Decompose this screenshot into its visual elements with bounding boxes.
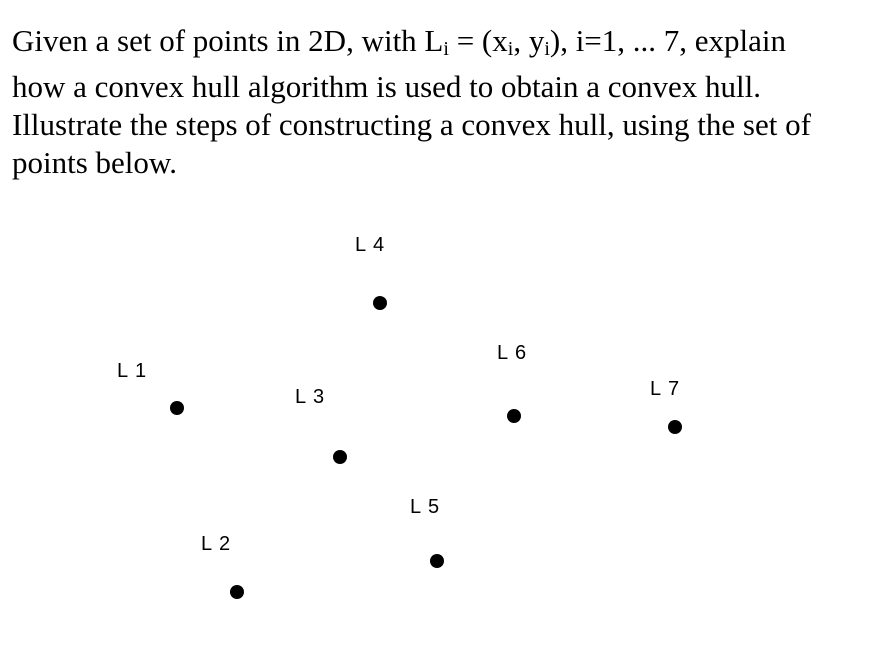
subscript-i: i [443, 38, 449, 60]
question-line-1-comma: , y [513, 23, 545, 58]
point-dot-l7 [668, 420, 682, 434]
point-dot-l2 [230, 585, 244, 599]
point-dot-l1 [170, 401, 184, 415]
point-label-l7: L 7 [650, 378, 681, 400]
point-label-l5: L 5 [410, 496, 441, 518]
subscript-yi: i [544, 38, 550, 60]
point-dot-l5 [430, 554, 444, 568]
question-line-1-suffix: ), i=1, ... 7, explain [549, 23, 787, 58]
question-line-1-prefix: Given a set of points in 2D, with L [12, 23, 444, 58]
point-label-l2: L 2 [201, 533, 232, 555]
point-label-l6: L 6 [497, 342, 528, 364]
point-dot-l3 [333, 450, 347, 464]
point-dot-l4 [373, 296, 387, 310]
question-line-2: how a convex hull algorithm is used to obtain a convex hull. [12, 69, 762, 104]
question-line-1-eq: = (x [448, 23, 508, 58]
point-dot-l6 [507, 409, 521, 423]
point-label-l4: L 4 [355, 234, 386, 256]
question-line-4: points below. [12, 145, 178, 180]
point-label-l3: L 3 [295, 386, 326, 408]
question-line-3: Illustrate the steps of constructing a convex hull, using the set of [12, 107, 811, 142]
point-label-l1: L 1 [117, 360, 148, 382]
question-line-1 [12, 22, 882, 68]
question-text [12, 22, 882, 182]
subscript-xi: i [507, 38, 514, 60]
